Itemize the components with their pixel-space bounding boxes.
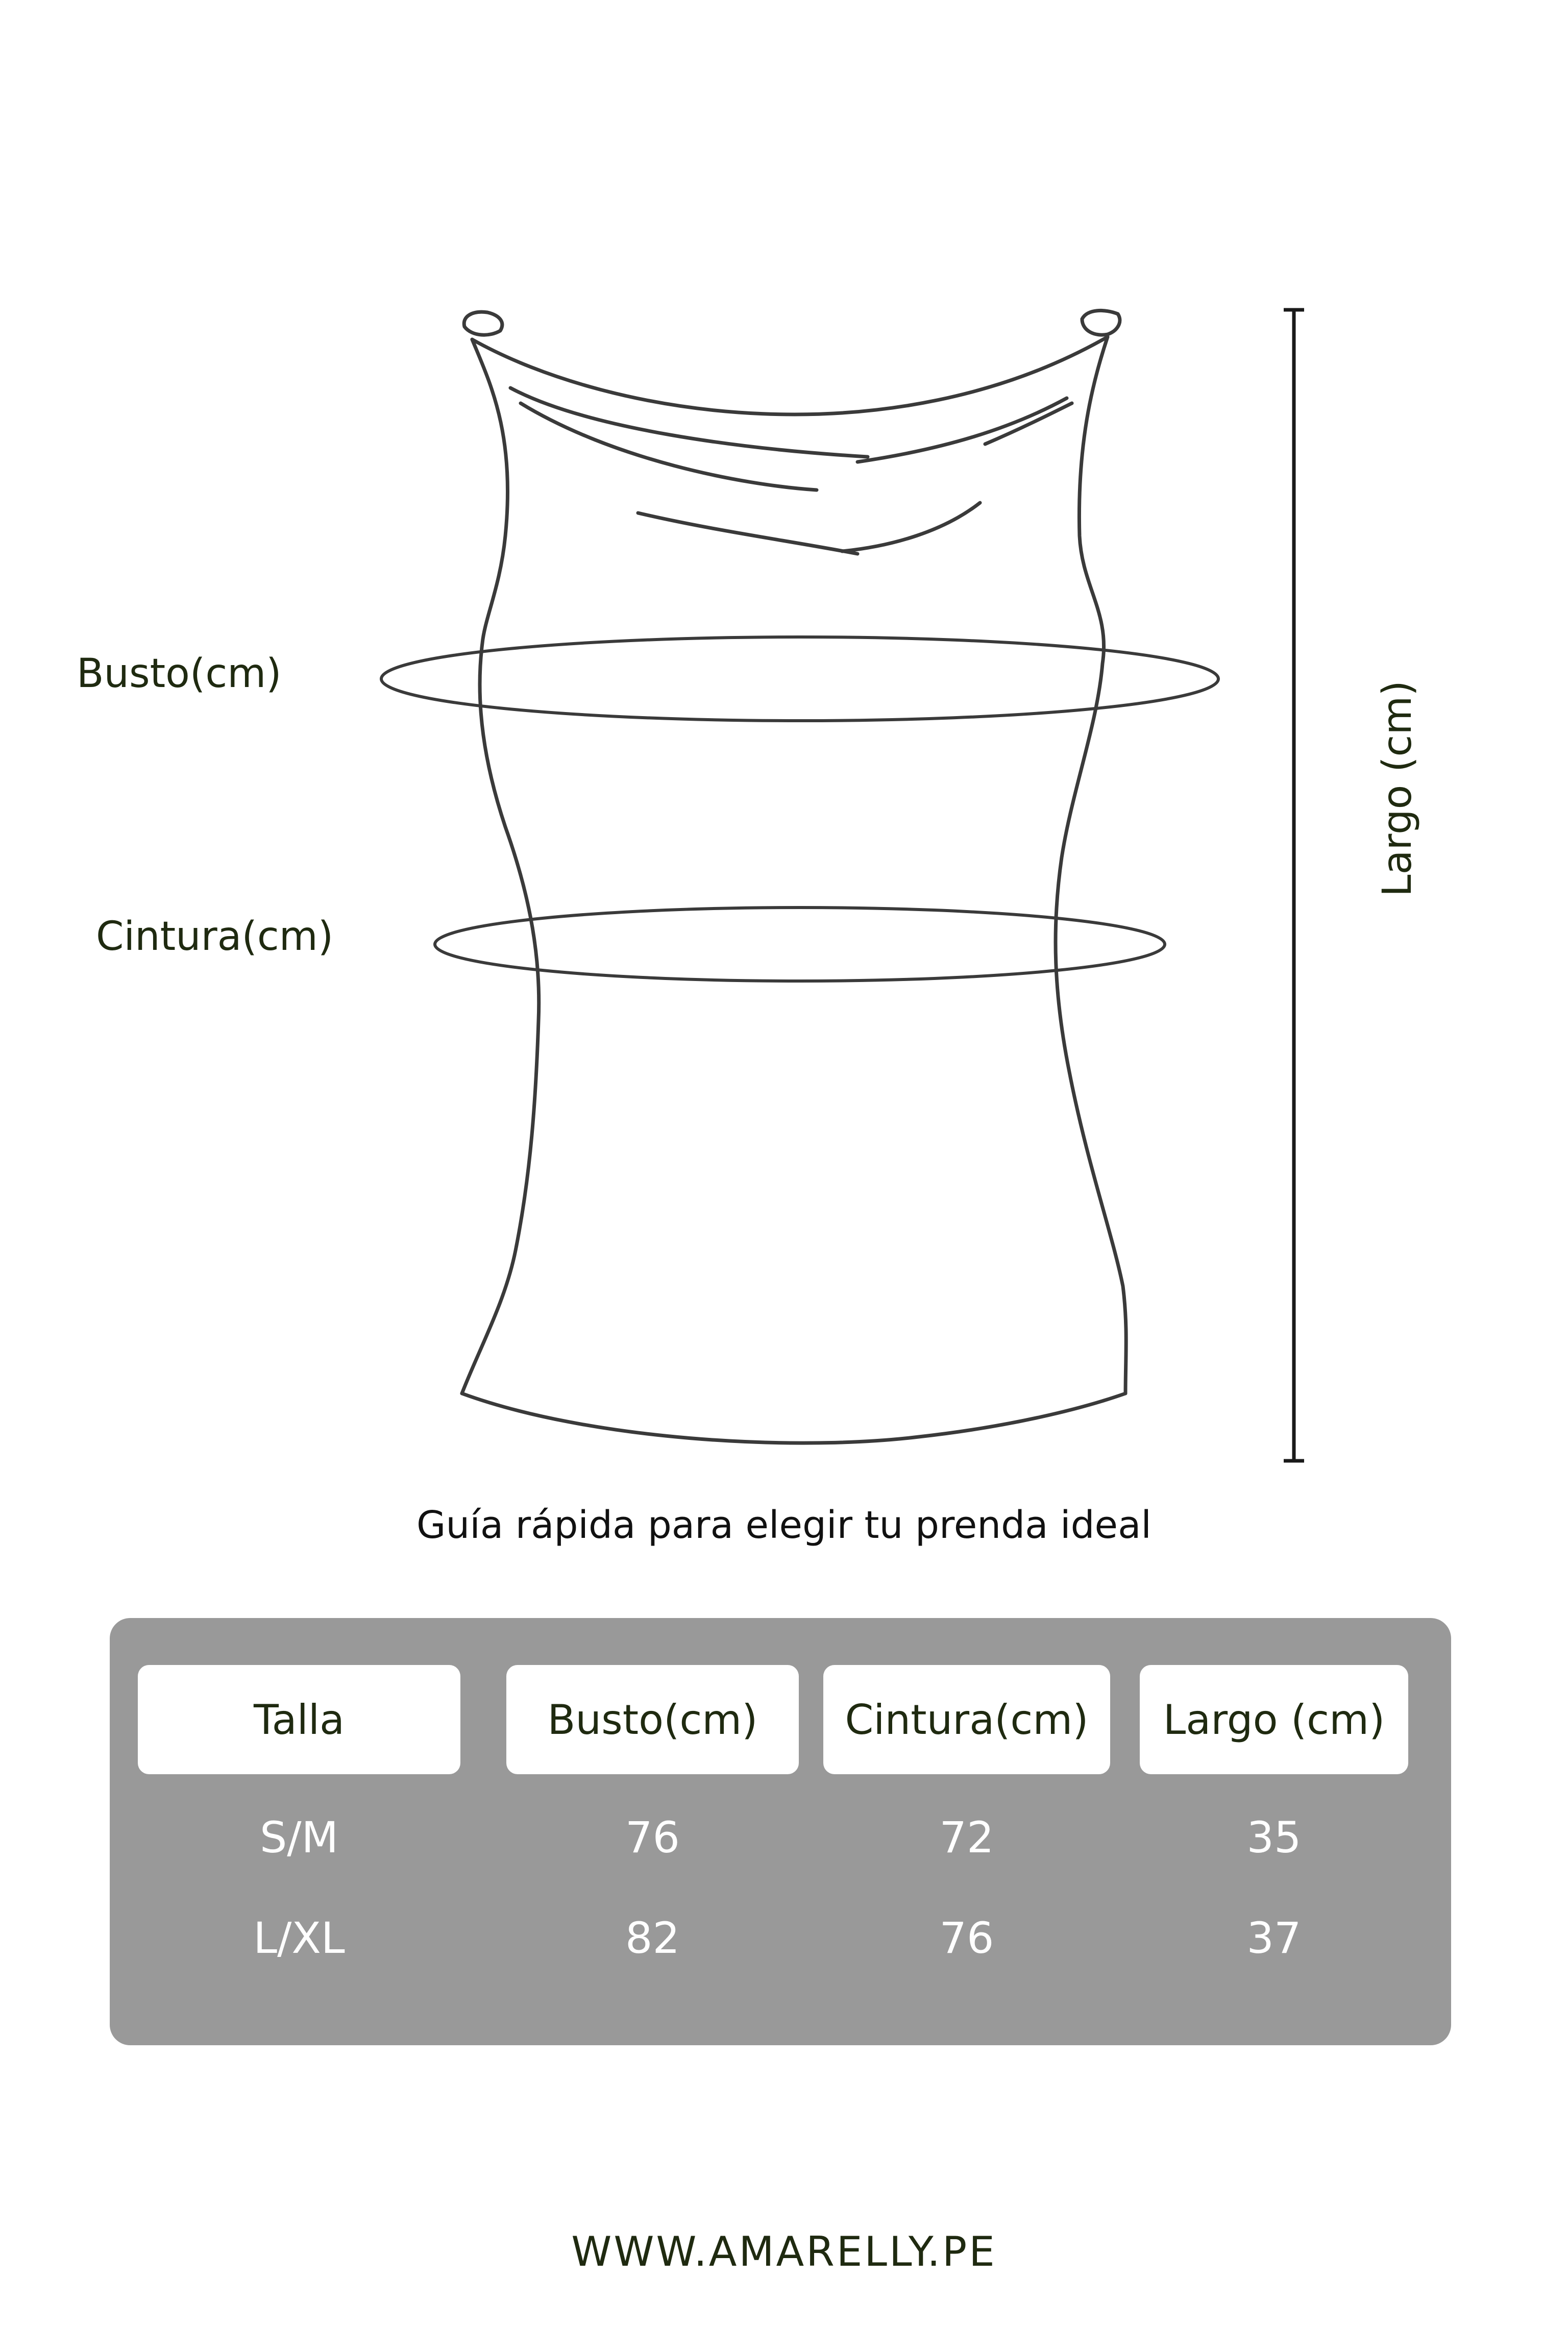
website-footer: WWW.AMARELLY.PE (571, 2228, 997, 2275)
length-label: Largo (cm) (1375, 680, 1420, 897)
bust-measure-ellipse (381, 637, 1218, 721)
right-strap (1082, 310, 1120, 335)
subtitle: Guía rápida para elegir tu prenda ideal (416, 1503, 1152, 1547)
row-sm-length: 35 (1246, 1812, 1302, 1863)
header-size: Talla (138, 1665, 460, 1774)
neckline (472, 337, 1108, 414)
bust-label: Busto(cm) (77, 651, 282, 697)
header-length: Largo (cm) (1140, 1665, 1408, 1774)
row-lxl-length: 37 (1246, 1913, 1302, 1963)
right-side (1056, 337, 1126, 1393)
waist-label: Cintura(cm) (96, 914, 334, 960)
row-sm-bust: 76 (625, 1812, 680, 1863)
hem (462, 1393, 1125, 1443)
left-side (462, 339, 539, 1393)
size-table (110, 1618, 1451, 2045)
row-lxl-bust: 82 (625, 1913, 680, 1963)
left-strap (464, 312, 502, 335)
row-sm-size: S/M (259, 1812, 339, 1863)
row-sm-waist: 72 (939, 1812, 994, 1863)
header-waist: Cintura(cm) (823, 1665, 1110, 1774)
row-lxl-waist: 76 (939, 1913, 994, 1963)
row-lxl-size: L/XL (253, 1913, 345, 1963)
header-bust: Busto(cm) (506, 1665, 799, 1774)
